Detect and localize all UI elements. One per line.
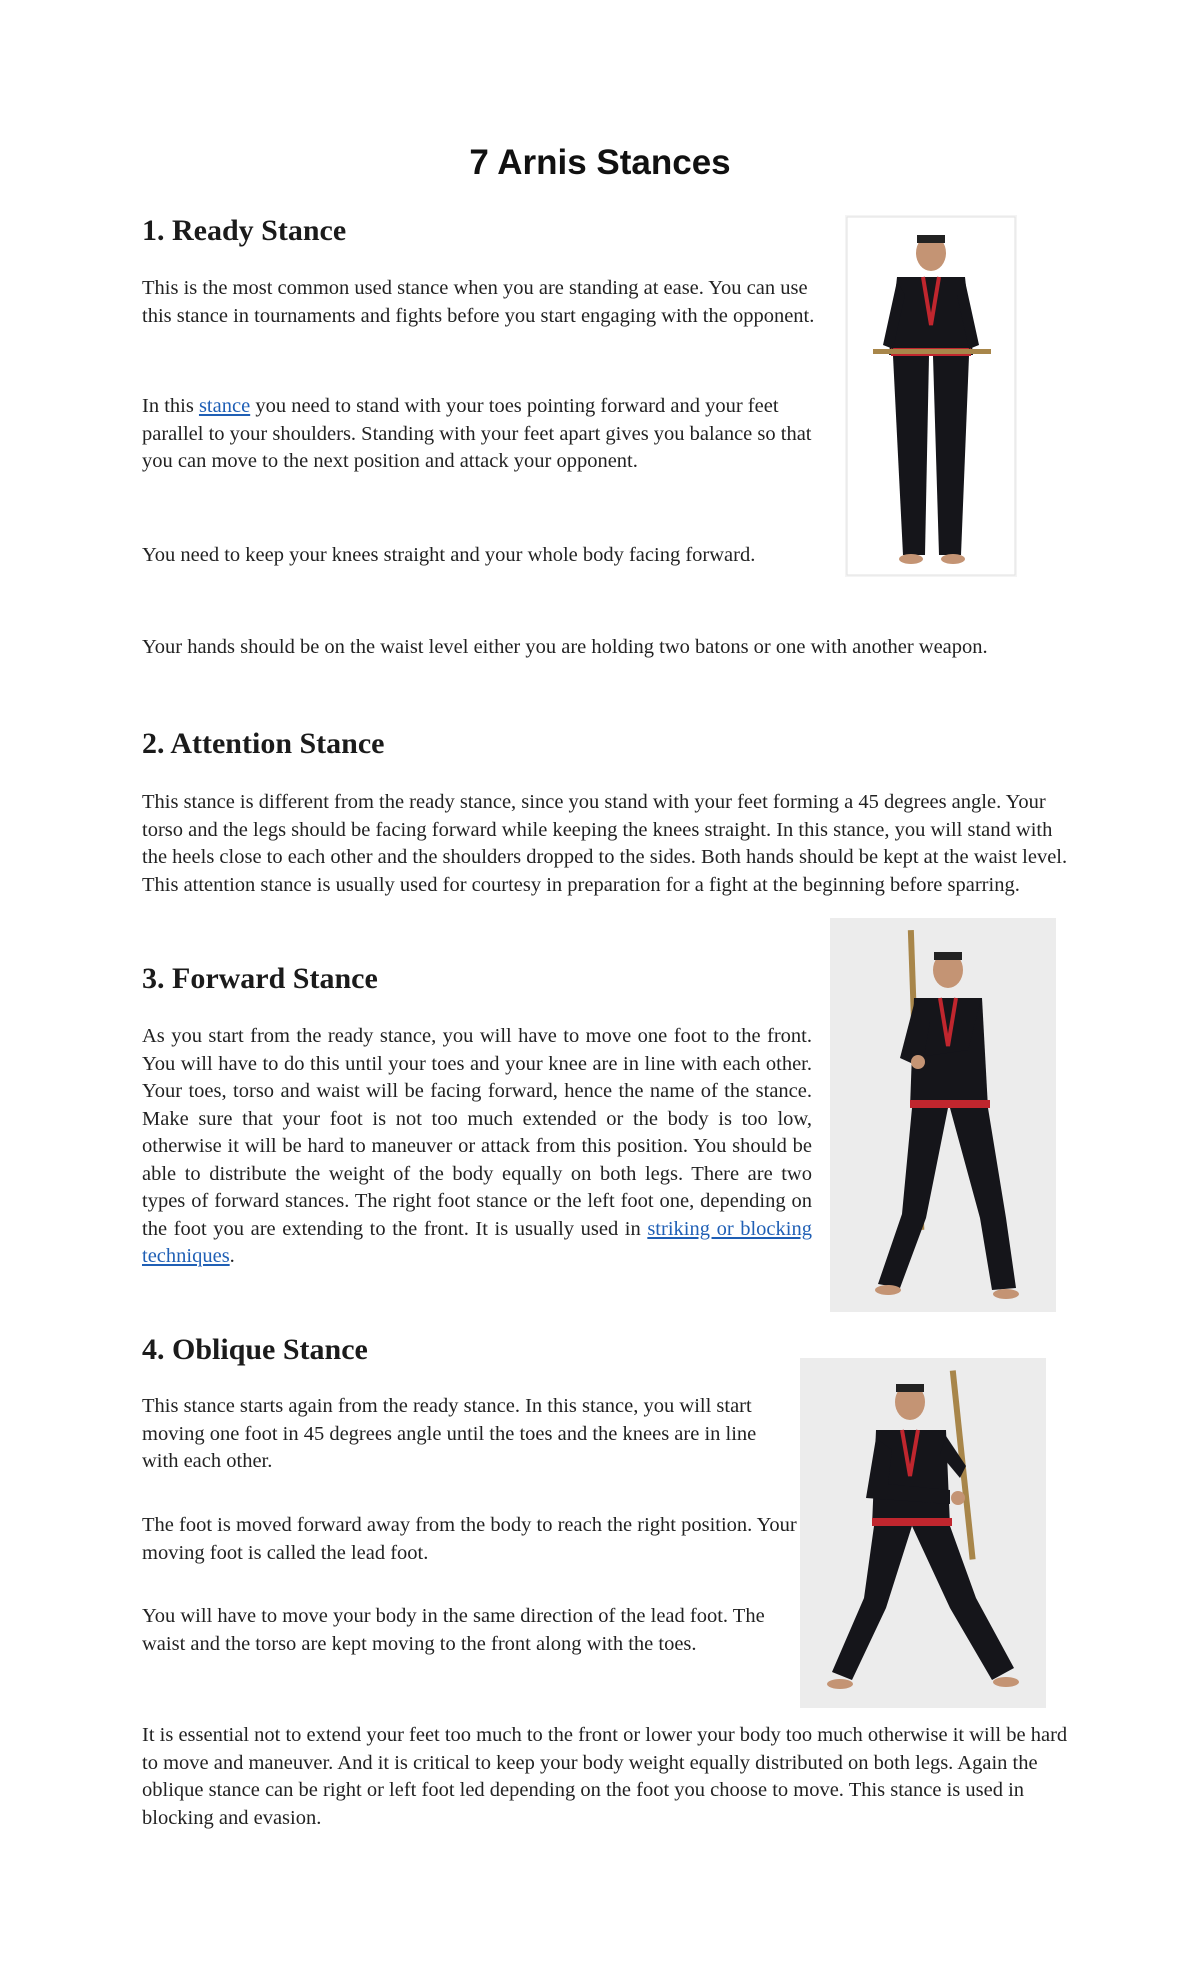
section-heading-forward-stance: 3. Forward Stance <box>142 962 378 995</box>
section-heading-attention-stance: 2. Attention Stance <box>142 727 385 760</box>
section-heading-oblique-stance: 4. Oblique Stance <box>142 1333 368 1366</box>
ready-stance-paragraph-2: In this stance you need to stand with your toes pointing forward and your feet parallel to your shoulders. Standing with your feet apart gives you balance so that you can move to the next position and attack your opponent. <box>142 395 812 472</box>
oblique-stance-paragraph-4: It is essential not to extend your feet too much to the front or lower your body too much otherwise it will be hard to move and maneuver. And it is critical to keep your body weight equally distributed on both legs. Again the oblique stance can be right or left foot led depending on the foot you choose to move. This stance is used in blocking and evasion. <box>142 1724 1068 1829</box>
oblique-stance-paragraph-1: This stance starts again from the ready stance. In this stance, you will start moving one foot in 45 degrees angle until the toes and the knees are in line with each other. <box>142 1395 757 1472</box>
oblique-stance-paragraph-3: You will have to move your body in the same direction of the lead foot. The waist and the torso are kept moving to the front along with the toes. <box>142 1605 765 1655</box>
ready-stance-paragraph-1: This is the most common used stance when you are standing at ease. You can use this stance in tournaments and fights before you start engaging with the opponent. <box>142 277 815 327</box>
attention-stance-paragraph: This stance is different from the ready stance, since you stand with your feet forming a 45 degrees angle. Your torso and the legs should be facing forward while keeping the knees straight. In this stance, you will stand with the heels close to each other and the shoulders dropped to the sides. Both hands should be kept at the waist level. This attention stance is usually used for courtesy in preparation for a fight at the beginning before sparring. <box>142 791 1068 896</box>
ready-stance-paragraph-4: Your hands should be on the waist level either you are holding two batons or one with another weapon. <box>142 636 988 658</box>
oblique-stance-paragraph-2: The foot is moved forward away from the body to reach the right position. Your moving foot is called the lead foot. <box>142 1514 797 1564</box>
page-title: 7 Arnis Stances <box>469 143 731 182</box>
stance-link[interactable]: stance <box>198 395 251 417</box>
section-heading-ready-stance: 1. Ready Stance <box>142 214 347 247</box>
ready-stance-photo <box>845 215 1017 577</box>
forward-stance-paragraph: As you start from the ready stance, you will have to move one foot to the front. You will have to do this until your toes and your knee are in line with each other. Your toes, torso and waist will be facing forward, hence the name of the stance. Make sure that your foot is not too much extended or the body is too low, otherwise it will be hard to maneuver or attack from this position. You should be able to distribute the weight of the body equally on both legs. There are two types of forward stances. The right foot stance or the left foot one, depending on the foot you are extending to the front. It is usually used in striking or blocking techniques. <box>142 1025 812 1267</box>
ready-stance-paragraph-3: You need to keep your knees straight and your whole body facing forward. <box>142 544 756 566</box>
striking-blocking-link[interactable]: striking or blocking techniques <box>142 1217 812 1267</box>
oblique-stance-photo <box>800 1358 1046 1708</box>
forward-stance-photo <box>830 918 1056 1312</box>
